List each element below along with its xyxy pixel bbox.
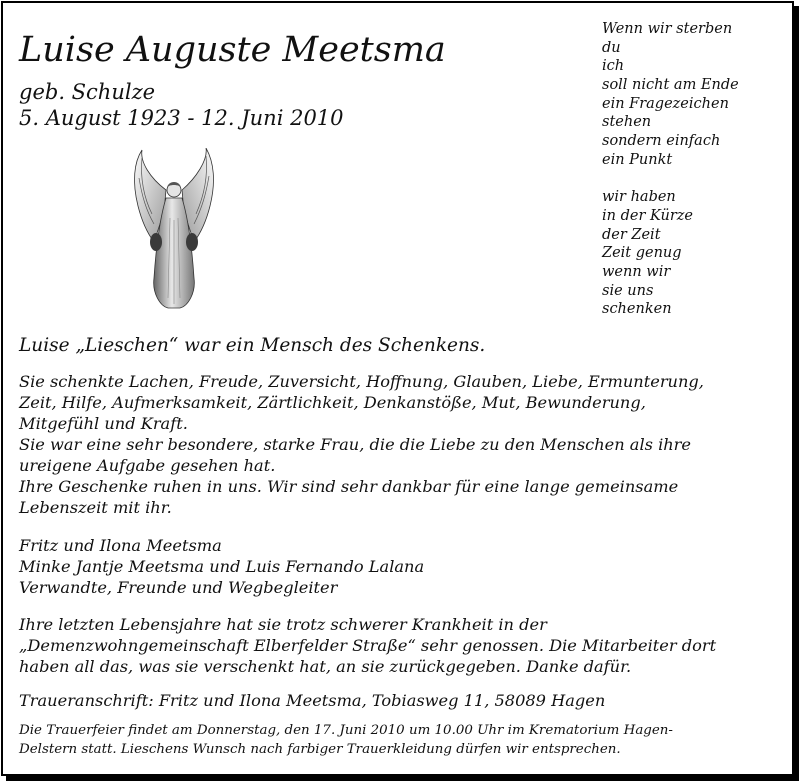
poem-line: wenn wir [602, 263, 671, 280]
tribute-line: ureigene Aufgabe gesehen hat. [19, 456, 276, 475]
funeral-line: Die Trauerfeier findet am Donnerstag, den 17. Juni 2010 um 10.00 Uhr im Krematorium Hagen- [19, 723, 673, 738]
poem-stanza-break [602, 170, 739, 189]
poem-line: schenken [602, 301, 672, 318]
tribute-paragraph [19, 371, 704, 518]
poem-line: soll nicht am Ende [602, 77, 739, 94]
notice-shadow-right [794, 6, 799, 780]
tribute-line: Lebenszeit mit ihr. [19, 498, 172, 517]
mourning-address [19, 690, 605, 711]
deceased-name: Luise Auguste Meetsma [19, 30, 446, 70]
poem-line: der Zeit [602, 226, 661, 243]
poem-line: ich [602, 58, 625, 75]
notice-shadow-bottom [6, 776, 799, 781]
poem-line: wir haben [602, 189, 676, 206]
poem-line: Zeit genug [602, 245, 682, 262]
funeral-info [19, 721, 673, 759]
address-line: Traueranschrift: Fritz und Ilona Meetsma, Tobiasweg 11, 58089 Hagen [19, 691, 606, 710]
tribute-line: Sie schenkte Lachen, Freude, Zuversicht, Hoffnung, Glauben, Liebe, Ermunterung, [19, 372, 704, 391]
poem-line: ein Fragezeichen [602, 95, 729, 112]
mourner-line: Fritz und Ilona Meetsma [19, 536, 222, 555]
birth-name: geb. Schulze [19, 80, 156, 104]
poem [602, 20, 739, 319]
tribute-line: Sie war eine sehr besondere, starke Frau, die die Liebe zu den Menschen als ihre [19, 435, 691, 454]
care-line: Ihre letzten Lebensjahre hat sie trotz schwerer Krankheit in der [19, 615, 547, 634]
intro-line: Luise „Lieschen“ war ein Mensch des Schenkens. [19, 335, 486, 356]
poem-line: ein Punkt [602, 151, 673, 168]
tribute-line: Mitgefühl und Kraft. [19, 414, 188, 433]
funeral-line: Delstern statt. Lieschens Wunsch nach farbiger Trauerkleidung dürfen wir entsprechen. [19, 742, 621, 757]
mourners-list [19, 535, 424, 598]
poem-line: stehen [602, 114, 652, 131]
care-line: „Demenzwohngemeinschaft Elberfelder Straße“ sehr genossen. Die Mitarbeiter dort [19, 636, 717, 655]
tribute-line: Ihre Geschenke ruhen in uns. Wir sind sehr dankbar für eine lange gemeinsame [19, 477, 679, 496]
poem-line: Wenn wir sterben [602, 21, 733, 37]
care-line: haben all das, was sie verschenkt hat, an sie zurückgegeben. Danke dafür. [19, 657, 632, 676]
life-dates: 5. August 1923 - 12. Juni 2010 [19, 106, 344, 130]
angel-icon [130, 148, 218, 310]
poem-line: du [602, 39, 621, 56]
mourner-line: Minke Jantje Meetsma und Luis Fernando Lalana [19, 557, 425, 576]
tribute-line: Zeit, Hilfe, Aufmerksamkeit, Zärtlichkeit, Denkanstöße, Mut, Bewunderung, [19, 393, 646, 412]
poem-line: sondern einfach [602, 133, 721, 150]
care-paragraph [19, 614, 716, 677]
poem-line: sie uns [602, 282, 654, 299]
poem-line: in der Kürze [602, 207, 693, 224]
mourner-line: Verwandte, Freunde und Wegbegleiter [19, 578, 338, 597]
